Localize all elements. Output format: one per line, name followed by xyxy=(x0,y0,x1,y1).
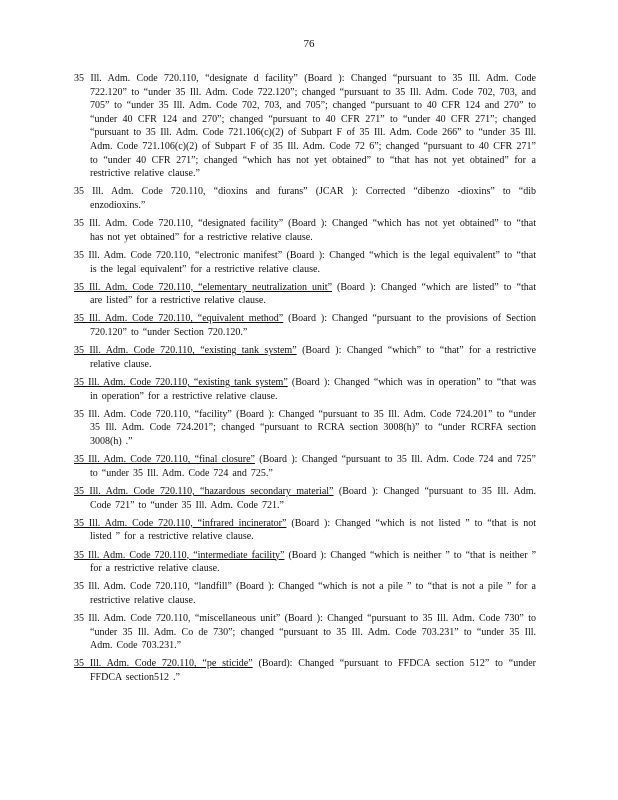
entry-reference: 35 Ill. Adm. Code 720.110, “infrared incinerator” xyxy=(74,517,287,529)
entry-text: (Board ): Changed “which is neither ” to “that is neither ” for a restrictive relative clause. xyxy=(90,549,537,575)
amendment-entry xyxy=(74,580,536,607)
entry-text: 35 Ill. Adm. Code 720.110, “electronic manifest” (Board ): Changed “which is the legal equivalent” to “that is the legal equivalent” for a restrictive relative clause. xyxy=(74,249,536,275)
entry-text: 35 Ill. Adm. Code 720.110, “facility” (Board ): Changed “pursuant to 35 Ill. Adm. Code 724.201” to “under 35 Ill. Adm. Code 724.201”; changed “pursuant to RCRA section 3008(h)” to “under RCRFA section 3008(h) .” xyxy=(74,408,536,447)
entry-reference: 35 Ill. Adm. Code 720.110, “equivalent method” xyxy=(74,313,284,325)
amendment-entry xyxy=(74,453,536,480)
amendment-entry xyxy=(74,72,536,181)
amendment-entry xyxy=(74,217,536,244)
entry-text: (Board): Changed “pursuant to FFDCA section 512” to “under FFDCA section512 .” xyxy=(90,658,536,684)
entry-reference: 35 Ill. Adm. Code 720.110, “elementary neutralization unit” xyxy=(74,281,333,293)
entry-reference: 35 Ill. Adm. Code 720.110, “pe sticide” xyxy=(74,658,253,670)
amendment-entry xyxy=(74,517,536,544)
amendment-entry xyxy=(74,312,536,339)
entry-text: 35 Ill. Adm. Code 720.110, “dioxins and furans” (JCAR ): Corrected “dibenzo -dioxins” to “dib enzodioxins.” xyxy=(74,186,536,211)
amendment-entry xyxy=(74,376,536,403)
entry-text: 35 Ill. Adm. Code 720.110, “landfill” (Board ): Changed “which is not a pile ” to “that is not a pile ” for a restrictive relative clause. xyxy=(74,581,536,606)
amendment-entry xyxy=(74,249,536,276)
entry-text: (Board ): Changed “pursuant to the provisions of Section 720.120” to “under Section 720.120.” xyxy=(90,313,536,339)
entry-text: (Board ): Changed “pursuant to 35 Ill. Adm. Code 724 and 725” to “under 35 Ill. Adm. Code 724 and 725.” xyxy=(90,454,536,479)
entry-reference: 35 Ill. Adm. Code 720.110, “final closure” xyxy=(74,454,255,466)
entry-text: 35 Ill. Adm. Code 720.110, “designate d facility” (Board ): Changed “pursuant to 35 Ill. Adm. Code 722.120” to “under 35 Ill. Adm. Code 722.120”; changed “pursuant to 35 Ill. Adm. Code 702, 703, and 705” to “under 35 Ill. Adm. Code 702, 703, and 705”; changed “pursuant to 40 CFR 124 and 270” to “under 40 CFR 124 and 270”; changed “pursuant to 40 CFR 271” to “under 40 CFR 271”; changed “pursuant to 35 Ill. Adm. Code 721.106(c)(2) of Subpart F of 35 Ill. Adm. Code 266” to “under 35 Ill. Adm. Code 721.106(c)(2) of Subpart F of 35 Ill. Adm. Code 72 6”; changed “pursuant to 40 CFR 271” to “under 40 CFR 271”; changed “which has not yet obtained” to “that has not yet obtained” for a restrictive relative clause.” xyxy=(74,73,536,180)
entry-text: (Board ): Changed “pursuant to 35 Ill. Adm. Code 721” to “under 35 Ill. Adm. Code 721.” xyxy=(90,485,536,511)
amendment-entry xyxy=(74,408,536,449)
amendment-entry xyxy=(74,485,536,512)
amendment-entry xyxy=(74,549,536,576)
entry-text: 35 Ill. Adm. Code 720.110, “miscellaneous unit” (Board ): Changed “pursuant to 35 Ill. Adm. Code 730” to “under 35 Ill. Adm. Co de 730”; changed “pursuant to 35 Ill. Adm. Code 703.231” to “under 35 Ill. Adm. Code 703.231.” xyxy=(74,613,536,652)
entry-reference: 35 Ill. Adm. Code 720.110, “existing tank system” xyxy=(74,345,297,357)
amendment-entry xyxy=(74,657,536,684)
amendment-entry xyxy=(74,612,536,653)
entry-text: (Board ): Changed “which was in operation” to “that was in operation” for a restrictive relative clause. xyxy=(90,377,536,402)
entry-text: (Board ): Changed “which” to “that” for a restrictive relative clause. xyxy=(90,345,537,370)
entry-reference: 35 Ill. Adm. Code 720.110, “existing tank system” xyxy=(74,377,288,389)
amendment-entry xyxy=(74,344,536,371)
entry-reference: 35 Ill. Adm. Code 720.110, “hazardous secondary material” xyxy=(74,485,334,497)
page-number: 76 xyxy=(303,38,315,50)
entry-reference: 35 Ill. Adm. Code 720.110, “intermediate facility” xyxy=(74,549,285,561)
entry-text: (Board ): Changed “which are listed” to “that are listed” for a restrictive relative clause. xyxy=(90,281,536,307)
amendment-entry xyxy=(74,281,536,308)
entry-text: (Board ): Changed “which is not listed ” to “that is not listed ” for a restrictive relative clause. xyxy=(90,517,537,543)
amendment-entry xyxy=(74,185,536,212)
entry-text: 35 Ill. Adm. Code 720.110, “designated facility” (Board ): Changed “which has not yet obtained” to “that has not yet obtained” for a restrictive relative clause. xyxy=(74,218,536,243)
amendment-list xyxy=(74,72,536,689)
